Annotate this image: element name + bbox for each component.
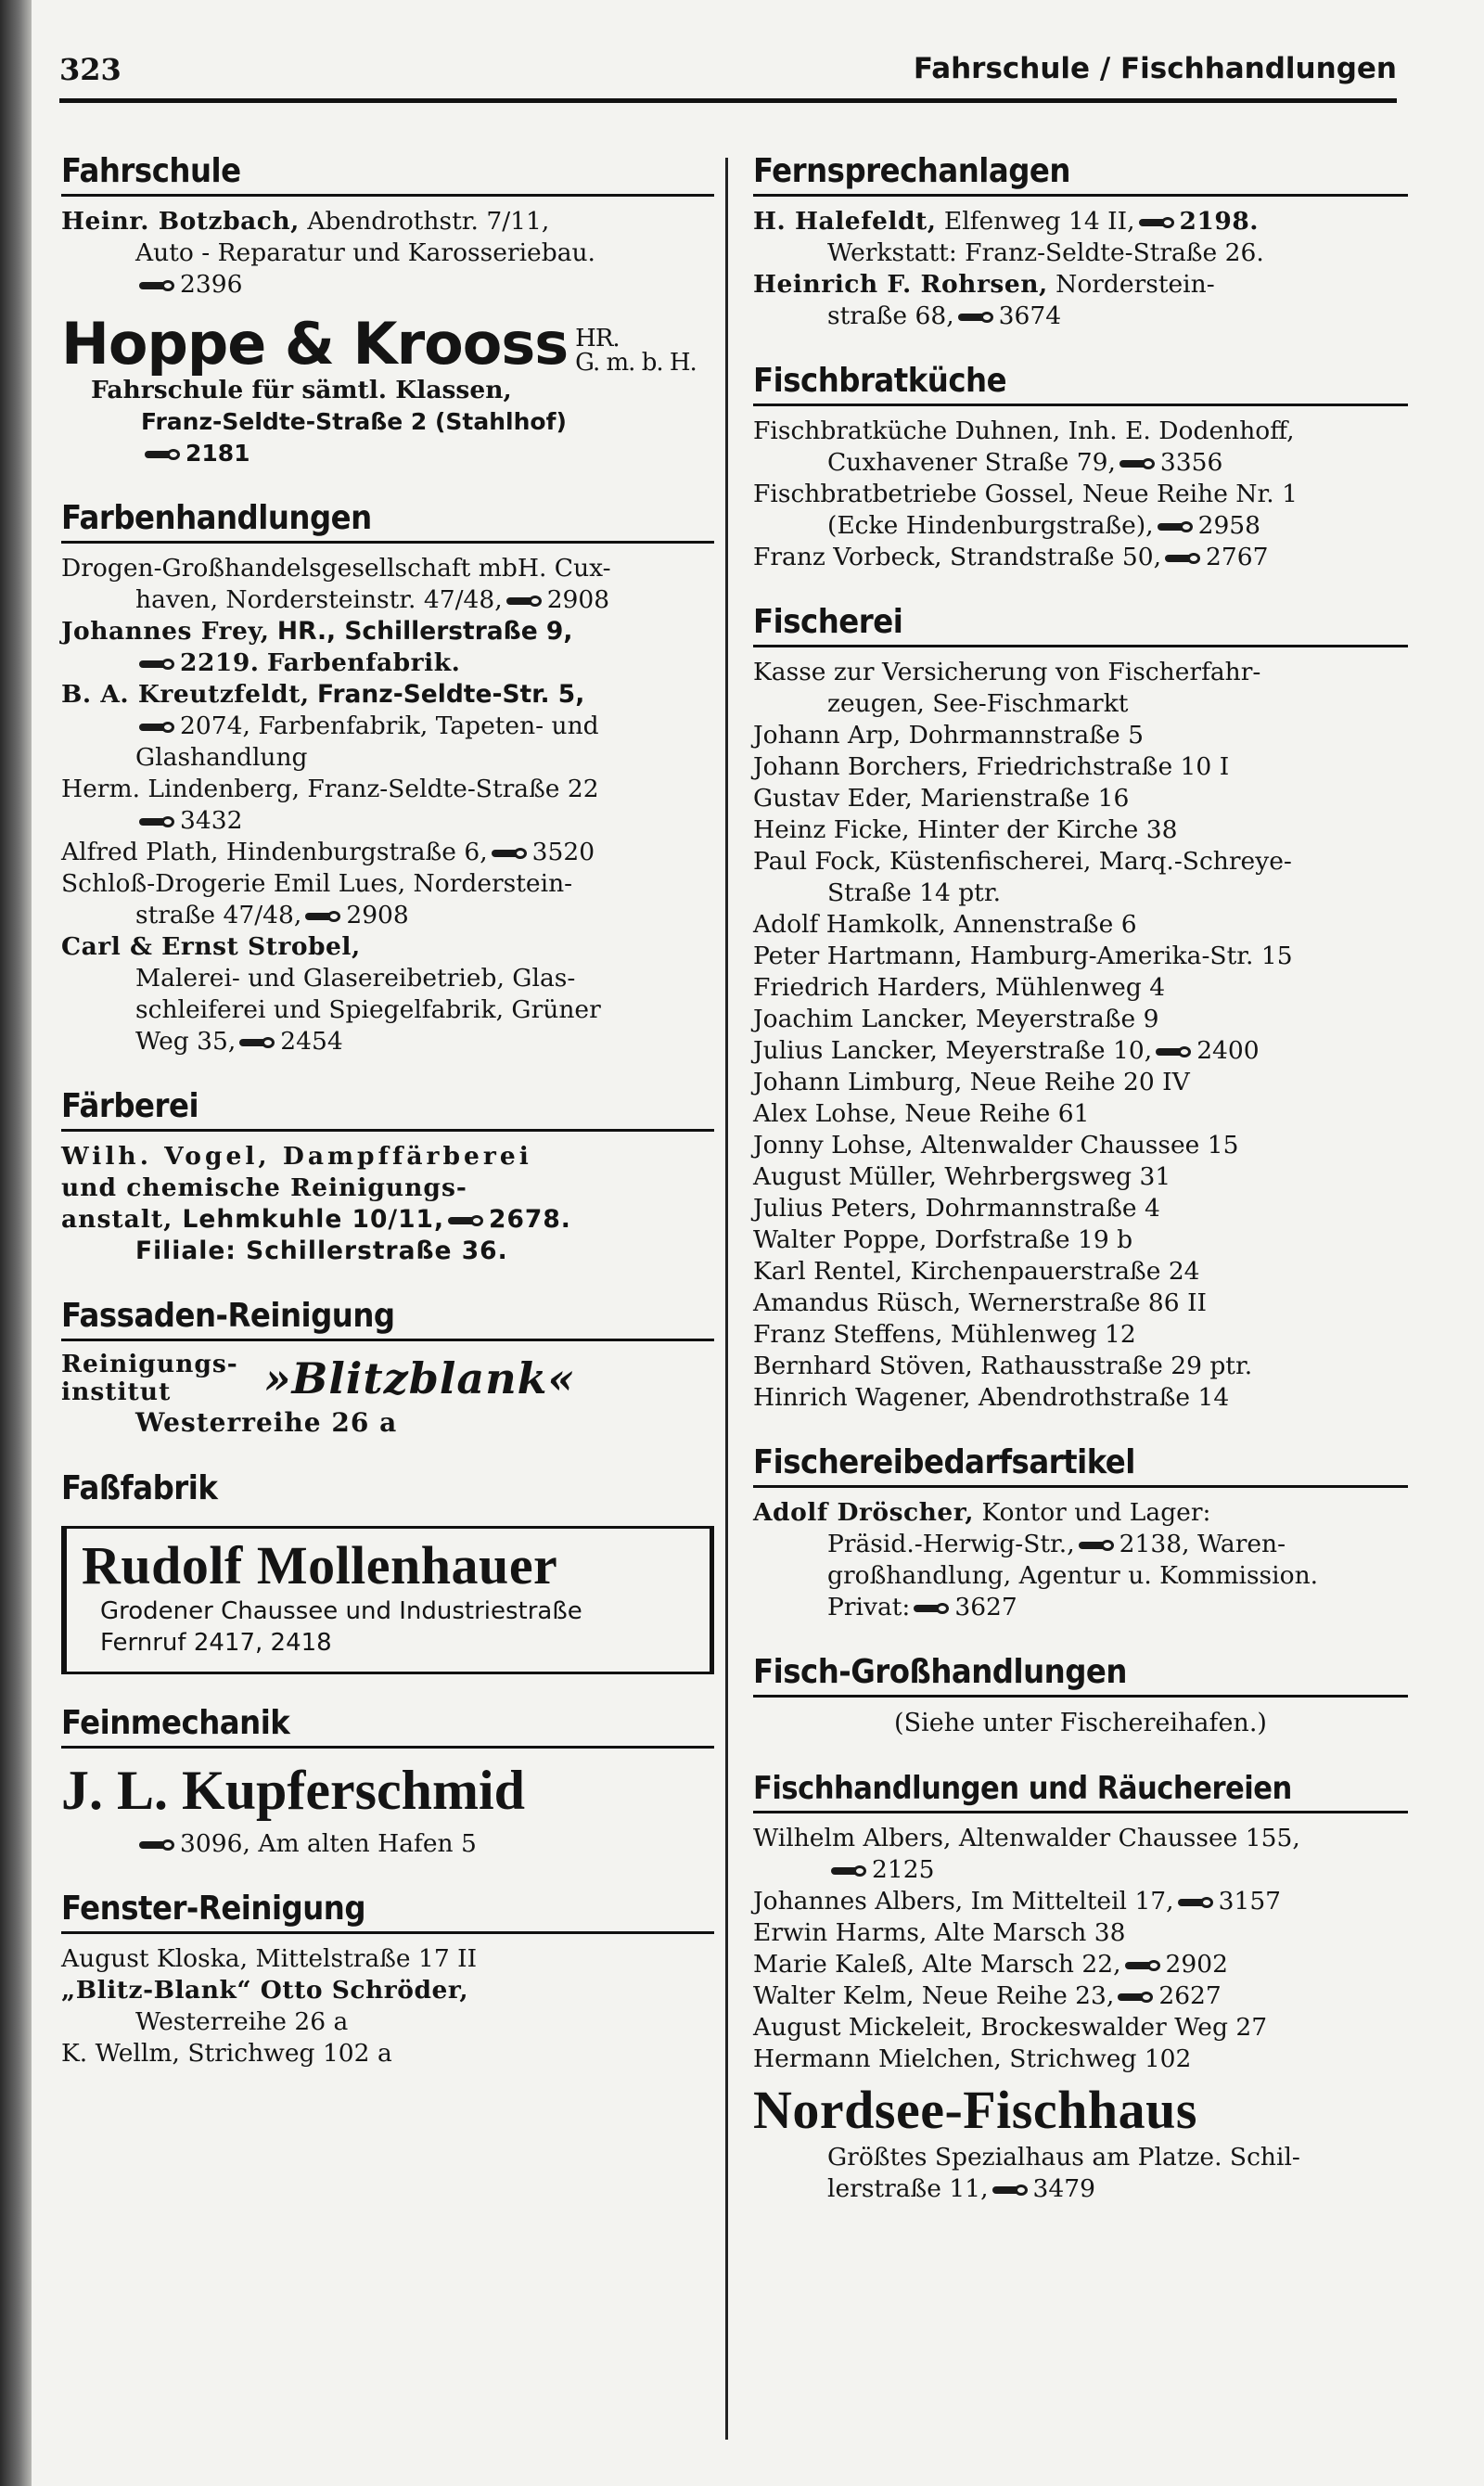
entry-text: und chemische Reinigungs-	[61, 1173, 467, 1202]
entry-text: schleiferei und Spiegelfabrik, Grüner	[135, 995, 601, 1024]
entry-address: straße 68,	[827, 301, 954, 330]
entry-text: Farbenfabrik.	[266, 648, 461, 677]
entry-text: Cuxhavener Straße 79,	[827, 448, 1116, 477]
entry-duhnen	[753, 416, 1408, 479]
section-heading: Färberei	[61, 1087, 714, 1132]
section-heading: Fischereibedarfsartikel	[753, 1443, 1408, 1488]
telephone-icon	[139, 816, 176, 827]
entry-name: B. A. Kreutzfeldt,	[61, 680, 310, 709]
entry-text: Farbenfabrik, Tapeten- und	[258, 711, 599, 740]
entry-phone: 2396	[180, 270, 243, 299]
advert-name: J. L. Kupferschmid	[61, 1760, 526, 1821]
entry-drogen	[61, 553, 714, 616]
entry-phone: 3479	[1032, 2174, 1095, 2203]
list-item: Friedrich Harders, Mühlenweg 4	[753, 973, 1166, 1002]
page-binding-edge	[0, 0, 32, 2486]
list-item: Walter Poppe, Dorfstraße 19 b	[753, 1225, 1133, 1254]
section-heading: Fassaden-Reinigung	[61, 1297, 714, 1341]
entry-phone: 3627	[954, 1593, 1017, 1621]
telephone-icon	[914, 1603, 951, 1614]
entry-phone: 2198.	[1179, 207, 1260, 236]
telephone-icon	[145, 449, 182, 460]
entry-kelm	[753, 1980, 1408, 2012]
entry-text: Malerei- und Glasereibetrieb, Glas-	[135, 964, 576, 993]
advert-suffix-hr: HR.	[575, 325, 620, 352]
list-item: Joachim Lancker, Meyerstraße 9	[753, 1005, 1159, 1033]
telephone-icon	[305, 911, 342, 922]
telephone-icon	[1165, 553, 1202, 564]
telephone-icon	[239, 1037, 276, 1048]
section-heading: Faßfabrik	[61, 1469, 218, 1507]
section-fassfabrik	[61, 1469, 714, 1674]
entry-blitz-blank	[61, 1975, 714, 2038]
entry-detail	[61, 406, 714, 469]
entry-text: Drogen-Großhandelsgesellschaft mbH. Cux-	[61, 554, 611, 583]
telephone-icon	[1118, 1992, 1155, 2003]
entry-name: Carl & Ernst Strobel,	[61, 932, 361, 961]
list-item: Johann Borchers, Friedrichstraße 10 I	[753, 752, 1230, 781]
entry-address: Am alten Hafen 5	[258, 1829, 477, 1858]
cross-reference: (Siehe unter Fischereihafen.)	[894, 1709, 1267, 1737]
telephone-icon	[1158, 521, 1195, 532]
entry-droescher	[753, 1497, 1408, 1623]
section-heading: Fahrschule	[61, 152, 714, 197]
advert-address: Grodener Chaussee und Industriestraße	[100, 1597, 582, 1625]
entry-name: Heinr. Botzbach,	[61, 207, 300, 236]
entry-text: Schloß-Drogerie Emil Lues, Norderstein-	[61, 869, 573, 898]
entry-vorbeck	[753, 542, 1408, 573]
entry-lancker	[753, 1035, 1408, 1067]
page-number: 323	[59, 52, 122, 87]
entry-phone: 2958	[1197, 511, 1261, 540]
section-heading: Fenster-Reinigung	[61, 1890, 714, 1934]
entry-phone: 2125	[872, 1855, 935, 1884]
advert-name: Rudolf Mollenhauer	[82, 1535, 558, 1595]
telephone-icon	[139, 1839, 176, 1851]
entry-name: „Blitz-Blank“ Otto Schröder,	[61, 1976, 469, 2005]
telephone-icon	[1119, 458, 1157, 469]
entry-text: Größtes Spezialhaus am Platze. Schil-	[827, 2143, 1300, 2172]
entry-plath	[61, 837, 714, 868]
entry-name: H. Halefeldt,	[753, 207, 937, 236]
telephone-icon	[139, 659, 176, 670]
section-fassaden-reinigung	[61, 1297, 714, 1440]
section-fahrschule	[61, 152, 714, 469]
entry-phone: 2902	[1165, 1950, 1228, 1979]
list-item: Bernhard Stöven, Rathausstraße 29 ptr.	[753, 1352, 1253, 1380]
entry-vogel	[61, 1141, 714, 1267]
advert-name-text: Hoppe & Krooss	[61, 310, 569, 378]
entry-name: Johannes Frey,	[61, 617, 270, 646]
entry-text: Filiale: Schillerstraße 36.	[135, 1237, 508, 1265]
section-heading: Fischerei	[753, 603, 1408, 647]
entry-name: Adolf Dröscher,	[753, 1498, 975, 1527]
list-item: August Müller, Wehrbergsweg 31	[753, 1162, 1171, 1191]
entry-kloska: August Kloska, Mittelstraße 17 II	[61, 1944, 478, 1973]
entry-phone: 2627	[1158, 1981, 1222, 2010]
list-item: Johann Limburg, Neue Reihe 20 IV	[753, 1068, 1190, 1096]
entry-phone: 3432	[180, 806, 243, 835]
column-divider	[725, 158, 728, 2440]
telephone-icon	[492, 848, 529, 859]
list-item: Karl Rentel, Kirchenpauerstraße 24	[753, 1257, 1200, 1286]
entry-text: Franz Vorbeck, Strandstraße 50,	[753, 543, 1161, 571]
telephone-icon	[1079, 1540, 1116, 1551]
list-item: August Mickeleit, Brockeswalder Weg 27	[753, 2013, 1268, 2042]
entry-phone: 2767	[1206, 543, 1269, 571]
section-fenster-reinigung	[61, 1890, 714, 2070]
entry-address: Westerreihe 26 a	[135, 2007, 349, 2036]
advert-box	[61, 1526, 714, 1674]
telephone-icon	[448, 1215, 485, 1226]
list-item: Gustav Eder, Marienstraße 16	[753, 784, 1130, 813]
list-item: Franz Steffens, Mühlenweg 12	[753, 1320, 1136, 1349]
list-item: Erwin Harms, Alte Marsch 38	[753, 1918, 1126, 1947]
list-item: Johann Arp, Dohrmannstraße 5	[753, 721, 1144, 750]
entry-phone: 2908	[346, 901, 409, 929]
entry-phone: 2219.	[180, 648, 260, 677]
entry-text: Wilhelm Albers, Altenwalder Chaussee 155,	[753, 1824, 1300, 1852]
entry-text: haven, Nordersteinstr. 47/48,	[135, 585, 503, 614]
advert-institute	[61, 1351, 238, 1406]
advert-logo: »Blitzblank«	[263, 1353, 576, 1403]
telephone-icon	[958, 312, 995, 323]
section-heading: Fischhandlungen und Räuchereien	[753, 1770, 1408, 1813]
entry-phone: 2181	[186, 440, 250, 467]
entry-text: Weg 35,	[135, 1027, 237, 1056]
entry-gossel	[753, 479, 1408, 542]
entry-johannes-albers	[753, 1886, 1408, 1917]
entry-text: Fischbratbetriebe Gossel, Neue Reihe Nr. 1	[753, 480, 1298, 508]
entry-name: Wilh. Vogel, Dampffärberei	[61, 1142, 532, 1171]
entry-lindenberg	[61, 774, 714, 837]
list-item: Hinrich Wagener, Abendrothstraße 14	[753, 1383, 1230, 1412]
advert-phone: Fernruf 2417, 2418	[100, 1629, 332, 1657]
list-item: Adolf Hamkolk, Annenstraße 6	[753, 910, 1137, 939]
entry-frey	[61, 616, 714, 679]
entry-text: Kontor und Lager:	[981, 1498, 1211, 1527]
entry-phone: 2678.	[489, 1205, 571, 1234]
entry-kasse	[753, 657, 1408, 720]
right-column	[753, 152, 1408, 2235]
advert-name: Nordsee-Fischhaus	[753, 2080, 1197, 2140]
entry-address: lerstraße 11,	[827, 2174, 989, 2203]
entry-strobel	[61, 931, 714, 1057]
list-item: Alex Lohse, Neue Reihe 61	[753, 1099, 1090, 1128]
entry-text: anstalt,	[61, 1205, 173, 1234]
entry-halefeldt	[753, 206, 1408, 269]
entry-text: Fischbratküche Duhnen, Inh. E. Dodenhoff,	[753, 416, 1295, 445]
advert-line-1: Fahrschule für sämtl. Klassen,	[91, 376, 512, 404]
entry-text: Johannes Albers, Im Mittelteil 17,	[753, 1887, 1174, 1916]
entry-address: Lehmkuhle 10/11,	[182, 1205, 445, 1234]
entry-schloss-drogerie	[61, 868, 714, 931]
entry-address: Westerreihe 26 a	[135, 1407, 398, 1438]
entry-kupferschmid	[61, 1828, 714, 1860]
entry-text: HR., Schillerstraße 9,	[276, 617, 573, 646]
telephone-icon	[1156, 1046, 1193, 1057]
entry-text: Julius Lancker, Meyerstraße 10,	[753, 1036, 1153, 1065]
section-feinmechanik	[61, 1704, 714, 1860]
telephone-icon	[1139, 217, 1176, 228]
entry-text: Franz-Seldte-Str. 5,	[317, 680, 585, 709]
list-item: Amandus Rüsch, Wernerstraße 86 II	[753, 1288, 1208, 1317]
list-item: Julius Peters, Dohrmannstraße 4	[753, 1194, 1160, 1223]
entry-wilhelm-albers	[753, 1823, 1408, 1886]
section-fischhandlungen-raeuchereien	[753, 1770, 1408, 2205]
entry-detail: Auto - Reparatur und Karosseriebau.	[135, 238, 595, 267]
advert-line-2: Franz-Seldte-Straße 2 (Stahlhof)	[141, 408, 567, 435]
list-item: Jonny Lohse, Altenwalder Chaussee 15	[753, 1131, 1239, 1160]
entry-botzbach	[61, 206, 714, 301]
entry-fock	[753, 846, 1408, 909]
advert-company-form	[575, 327, 697, 375]
entry-wellm: K. Wellm, Strichweg 102 a	[61, 2039, 392, 2068]
telephone-icon	[831, 1865, 868, 1877]
entry-text: Walter Kelm, Neue Reihe 23,	[753, 1981, 1115, 2010]
section-fischereibedarfsartikel	[753, 1443, 1408, 1623]
telephone-icon	[139, 280, 176, 291]
entry-text: (Ecke Hindenburgstraße),	[827, 511, 1154, 540]
entry-address: Norderstein-	[1055, 270, 1215, 299]
section-farbenhandlungen	[61, 499, 714, 1057]
entry-kaless	[753, 1949, 1408, 1980]
list-item: Heinz Ficke, Hinter der Kirche 38	[753, 815, 1178, 844]
entry-text: straße 47/48,	[135, 901, 302, 929]
entry-text: Paul Fock, Küstenfischerei, Marq.-Schreye-	[753, 847, 1292, 876]
section-heading: Farbenhandlungen	[61, 499, 714, 544]
entry-hoppe-krooss	[61, 310, 714, 469]
advert-suffix-gmbh: G. m. b. H.	[575, 349, 697, 377]
section-heading: Fernsprechanlagen	[753, 152, 1408, 197]
section-fisch-grosshandlungen	[753, 1653, 1408, 1740]
left-column	[61, 152, 714, 2099]
entry-address: Abendrothstr. 7/11,	[307, 207, 550, 236]
entry-phone: 3096,	[180, 1829, 250, 1858]
entry-text: Marie Kaleß, Alte Marsch 22,	[753, 1950, 1121, 1979]
entry-phone: 3157	[1218, 1887, 1282, 1916]
advert-name	[61, 310, 714, 378]
entry-phone: 3520	[531, 838, 595, 866]
entry-text: zeugen, See-Fischmarkt	[827, 689, 1129, 718]
entry-detail	[61, 375, 714, 406]
entry-text: Werkstatt: Franz-Seldte-Straße 26.	[827, 238, 1264, 267]
entry-text: Herm. Lindenberg, Franz-Seldte-Straße 22	[61, 775, 599, 803]
entry-phone: 3356	[1159, 448, 1223, 477]
entry-text: Glashandlung	[135, 743, 308, 772]
section-fischbratkueche	[753, 362, 1408, 573]
entry-phone: 3674	[998, 301, 1062, 330]
section-fernsprechanlagen	[753, 152, 1408, 332]
entry-text: Kasse zur Versicherung von Fischerfahr-	[753, 658, 1261, 686]
running-title: Fahrschule / Fischhandlungen	[913, 52, 1397, 85]
entry-text: Alfred Plath, Hindenburgstraße 6,	[61, 838, 488, 866]
list-item: Peter Hartmann, Hamburg-Amerika-Str. 15	[753, 942, 1293, 970]
list-item: Hermann Mielchen, Strichweg 102	[753, 2044, 1192, 2073]
entry-text: Straße 14 ptr.	[827, 878, 1002, 907]
telephone-icon	[1178, 1897, 1215, 1908]
telephone-icon	[992, 2185, 1030, 2196]
entry-address: Präsid.-Herwig-Str.,	[827, 1530, 1075, 1558]
advert-text: Reinigungs-	[61, 1350, 238, 1378]
page-header	[59, 46, 1397, 103]
entry-phone: 2908	[546, 585, 610, 614]
advert-text: institut	[61, 1378, 172, 1406]
section-faerberei	[61, 1087, 714, 1267]
entry-phone: 2074,	[180, 711, 250, 740]
entry-phone: 2400	[1196, 1036, 1260, 1065]
entry-rohrsen	[753, 269, 1408, 332]
entry-kreutzfeldt	[61, 679, 714, 774]
telephone-icon	[1125, 1960, 1162, 1971]
section-heading: Feinmechanik	[61, 1704, 714, 1749]
entry-phone: 2454	[280, 1027, 343, 1056]
advert-blitzblank	[61, 1351, 714, 1406]
telephone-icon	[139, 722, 176, 733]
section-fischerei	[753, 603, 1408, 1414]
entry-address: Elfenweg 14 II,	[943, 207, 1135, 236]
section-heading: Fisch-Großhandlungen	[753, 1653, 1408, 1698]
entry-text: Privat:	[827, 1593, 911, 1621]
section-heading: Fischbratküche	[753, 362, 1408, 406]
entry-text: großhandlung, Agentur u. Kommission.	[827, 1561, 1319, 1590]
entry-phone: 2138,	[1119, 1530, 1190, 1558]
entry-text: Waren-	[1196, 1530, 1286, 1558]
telephone-icon	[506, 596, 544, 607]
entry-nordsee	[753, 2142, 1408, 2205]
entry-name: Heinrich F. Rohrsen,	[753, 270, 1048, 299]
